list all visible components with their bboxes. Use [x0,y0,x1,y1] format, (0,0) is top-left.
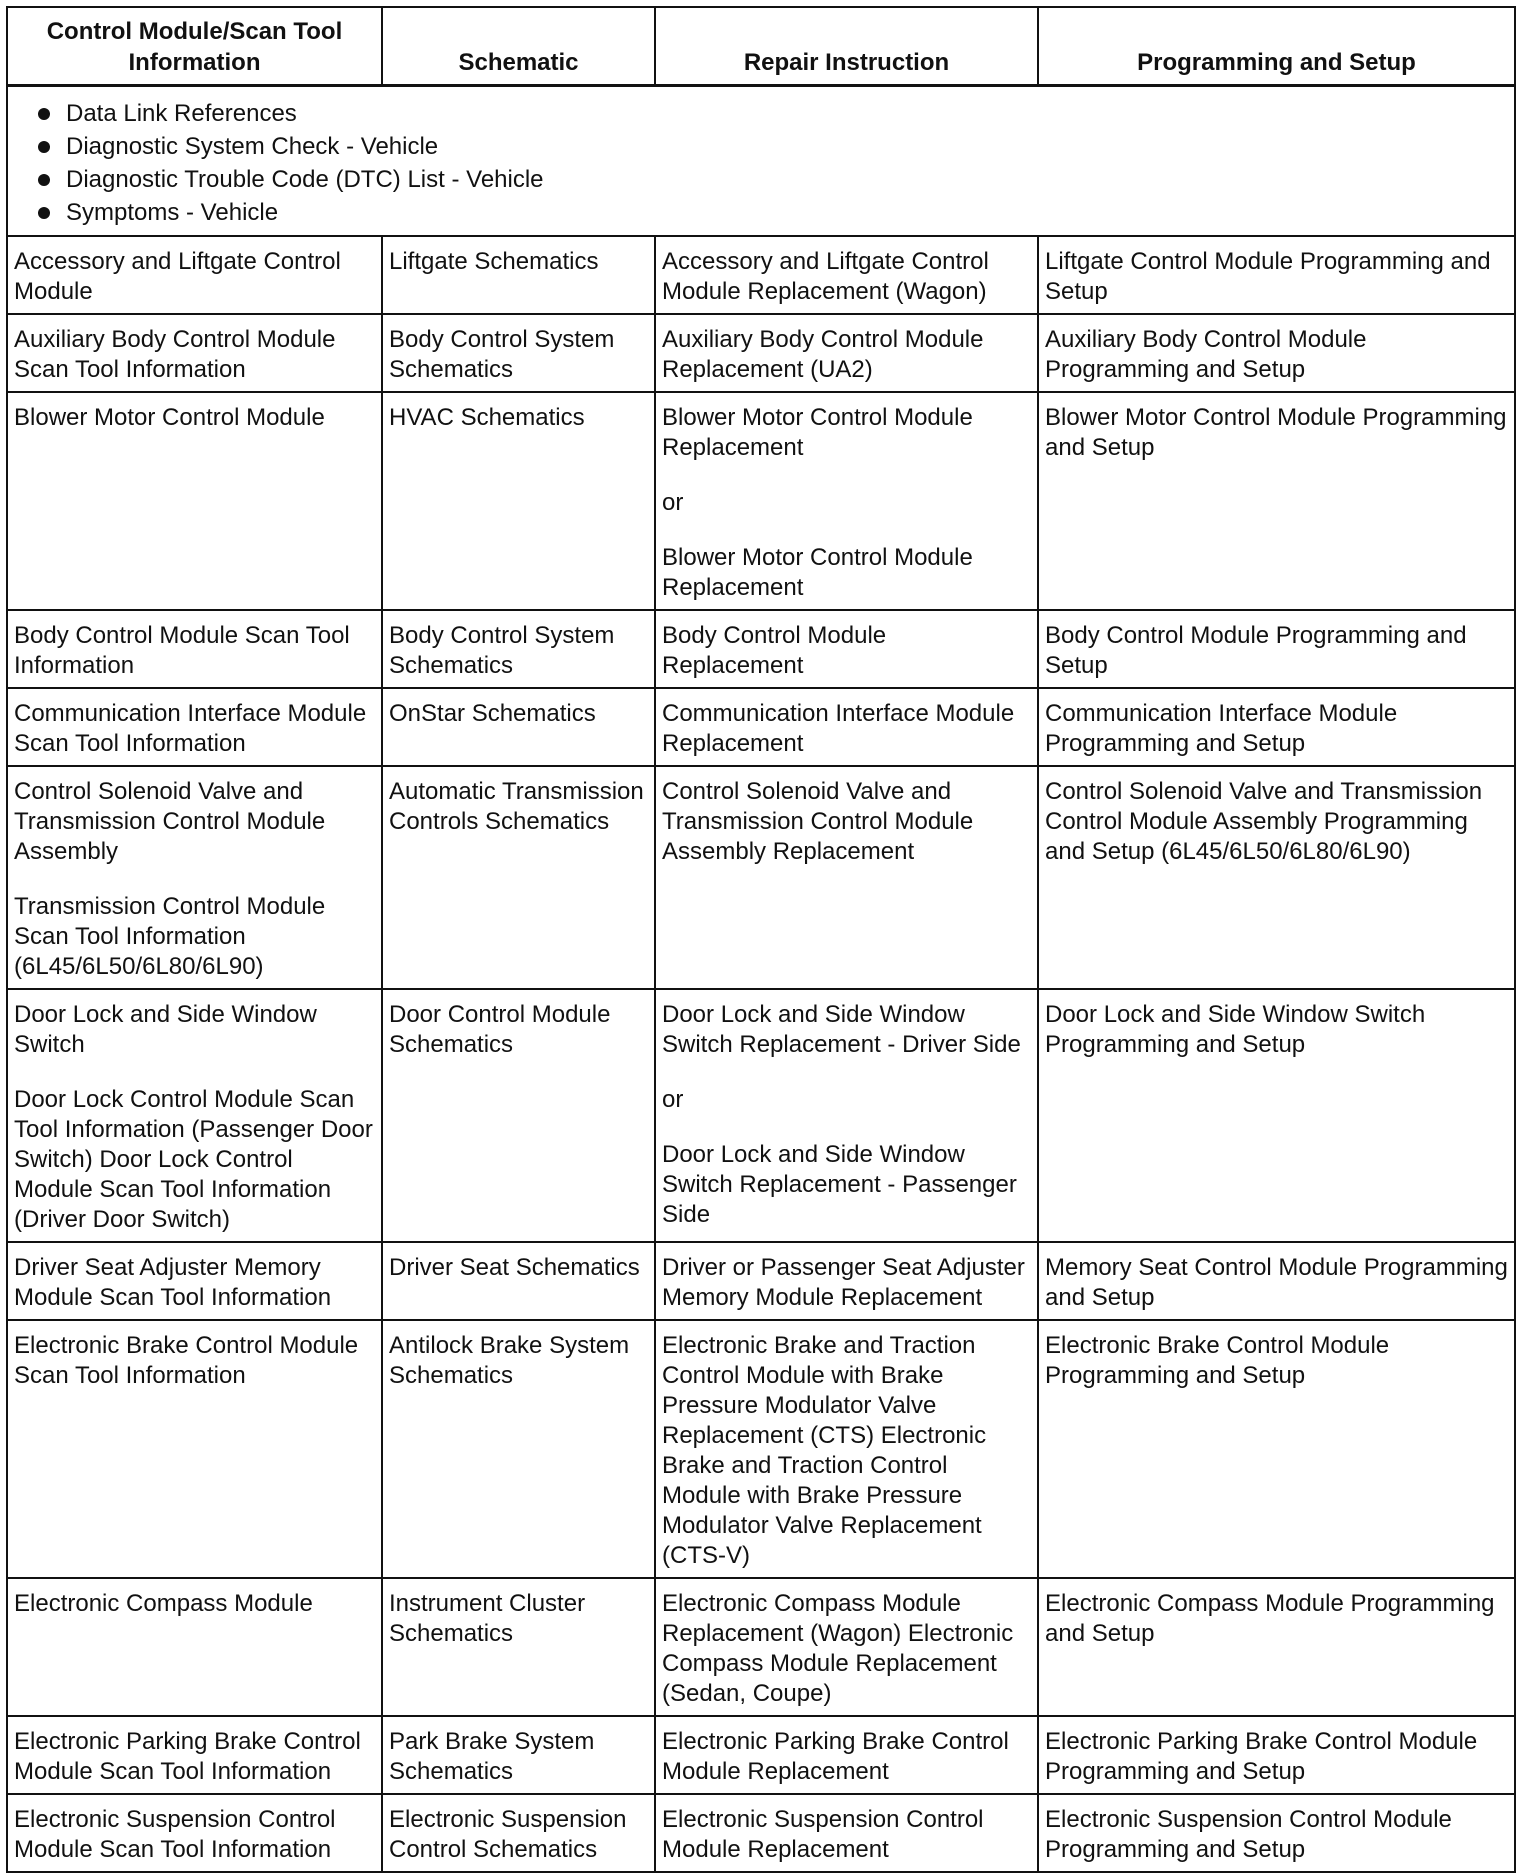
intro-links-cell [7,86,1515,237]
table-row [7,314,1515,392]
module-link[interactable]: Electronic Suspension Control Module Scan Tool Information [14,1806,336,1863]
repair-cell [655,1242,1038,1320]
repair-cell [655,392,1038,610]
schematic-cell [382,688,655,766]
intro-link-diagnostic-system-check[interactable]: Diagnostic System Check - Vehicle [34,130,1508,163]
repair-link[interactable]: Body Control Module Replacement [662,622,887,679]
repair-cell [655,989,1038,1242]
repair-cell [655,766,1038,989]
programming-cell [1038,1716,1515,1794]
module-link[interactable]: Auxiliary Body Control Module Scan Tool Information [14,326,336,383]
module-cell [7,610,382,688]
programming-link[interactable]: Door Lock and Side Window Switch Programming and Setup [1045,1001,1426,1058]
schematic-cell [382,610,655,688]
programming-link[interactable]: Blower Motor Control Module Programming and Setup [1045,404,1507,461]
schematic-link[interactable]: Antilock Brake System Schematics [389,1332,630,1389]
programming-link[interactable]: Auxiliary Body Control Module Programming and Setup [1045,326,1367,383]
repair-link[interactable]: Electronic Suspension Control Module Replacement [662,1806,984,1863]
programming-cell [1038,1794,1515,1872]
paragraph-gap [14,1060,375,1085]
table-row [7,1794,1515,1872]
repair-link[interactable]: Electronic Compass Module Replacement (Wagon) Electronic Compass Module Replacement (Sedan, Coupe) [662,1590,1014,1707]
programming-cell [1038,1242,1515,1320]
schematic-cell [382,1578,655,1716]
repair-cell [655,1716,1038,1794]
programming-cell [1038,1578,1515,1716]
schematic-cell [382,236,655,314]
header-control-module: Control Module/Scan Tool Information [7,7,382,86]
schematic-link[interactable]: OnStar Schematics [389,700,596,727]
table-row [7,1578,1515,1716]
header-repair-instruction: Repair Instruction [655,7,1038,86]
repair-link[interactable]: Blower Motor Control Module Replacement [662,404,973,461]
module-cell [7,1716,382,1794]
programming-link[interactable]: Communication Interface Module Programming and Setup [1045,700,1398,757]
paragraph-gap [662,1060,1031,1085]
programming-cell [1038,392,1515,610]
or-separator: or [662,489,684,516]
table-row [7,236,1515,314]
header-programming-setup: Programming and Setup [1038,7,1515,86]
module-link[interactable]: Body Control Module Scan Tool Information [14,622,350,679]
table-row [7,610,1515,688]
paragraph-gap [662,1115,1031,1140]
intro-link-symptoms[interactable]: Symptoms - Vehicle [34,196,1508,229]
paragraph-gap [14,867,375,892]
module-cell [7,1320,382,1578]
schematic-cell [382,766,655,989]
repair-link[interactable]: Door Lock and Side Window Switch Replacement - Driver Side [662,1001,1021,1058]
programming-cell [1038,236,1515,314]
programming-cell [1038,1320,1515,1578]
module-link[interactable]: Door Lock and Side Window Switch [14,1001,317,1058]
module-cell [7,1578,382,1716]
schematic-cell [382,1716,655,1794]
programming-cell [1038,766,1515,989]
intro-link-dtc-list[interactable]: Diagnostic Trouble Code (DTC) List - Vehicle [34,163,1508,196]
table-row [7,688,1515,766]
schematic-link[interactable]: Door Control Module Schematics [389,1001,611,1058]
or-separator: or [662,1086,684,1113]
module-cell [7,314,382,392]
module-cell [7,766,382,989]
repair-link[interactable]: Communication Interface Module Replacement [662,700,1015,757]
header-schematic: Schematic [382,7,655,86]
schematic-link[interactable]: Electronic Suspension Control Schematics [389,1806,627,1863]
table-header-row [7,7,1515,86]
repair-cell [655,610,1038,688]
table-row [7,1242,1515,1320]
module-link[interactable]: Communication Interface Module Scan Tool Information [14,700,367,757]
module-link[interactable]: Door Lock Control Module Scan Tool Information (Passenger Door Switch) Door Lock Control Module Scan Tool Information (Driver Door Switch) [14,1086,373,1233]
repair-cell [655,236,1038,314]
paragraph-gap [662,518,1031,543]
repair-cell [655,1320,1038,1578]
repair-cell [655,688,1038,766]
intro-link-list [14,97,1508,229]
schematic-link[interactable]: Driver Seat Schematics [389,1254,640,1281]
programming-link[interactable]: Electronic Parking Brake Control Module Programming and Setup [1045,1728,1478,1785]
repair-link[interactable]: Electronic Brake and Traction Control Module with Brake Pressure Modulator Valve Replacement (CTS) Electronic Brake and Traction Control Module with Brake Pressure Modulator Valve Replacement (CTS-V) [662,1332,987,1569]
programming-cell [1038,989,1515,1242]
table-row [7,392,1515,610]
table-row [7,1716,1515,1794]
module-cell [7,688,382,766]
schematic-link[interactable]: HVAC Schematics [389,404,585,431]
schematic-cell [382,1242,655,1320]
schematic-link[interactable]: Automatic Transmission Controls Schematics [389,778,644,835]
schematic-cell [382,314,655,392]
paragraph-gap [662,463,1031,488]
module-cell [7,1794,382,1872]
programming-link[interactable]: Electronic Brake Control Module Programming and Setup [1045,1332,1390,1389]
programming-cell [1038,610,1515,688]
repair-link[interactable]: Electronic Parking Brake Control Module Replacement [662,1728,1009,1785]
table-row [7,989,1515,1242]
programming-link[interactable]: Liftgate Control Module Programming and Setup [1045,248,1491,305]
programming-link[interactable]: Electronic Compass Module Programming and Setup [1045,1590,1495,1647]
repair-link[interactable]: Driver or Passenger Seat Adjuster Memory Module Replacement [662,1254,1025,1311]
programming-cell [1038,314,1515,392]
repair-cell [655,1578,1038,1716]
repair-link[interactable]: Accessory and Liftgate Control Module Replacement (Wagon) [662,248,989,305]
programming-cell [1038,688,1515,766]
schematic-link[interactable]: Body Control System Schematics [389,326,615,383]
intro-link-data-link-references[interactable]: Data Link References [34,97,1508,130]
table-row [7,766,1515,989]
repair-link[interactable]: Blower Motor Control Module Replacement [662,544,973,601]
table-row [7,1320,1515,1578]
schematic-cell [382,392,655,610]
repair-link[interactable]: Auxiliary Body Control Module Replacement (UA2) [662,326,984,383]
module-link[interactable]: Blower Motor Control Module [14,404,325,431]
module-link[interactable]: Electronic Compass Module [14,1590,313,1617]
module-link[interactable]: Control Solenoid Valve and Transmission Control Module Assembly [14,778,326,865]
schematic-link[interactable]: Liftgate Schematics [389,248,599,275]
schematic-link[interactable]: Instrument Cluster Schematics [389,1590,586,1647]
schematic-cell [382,1794,655,1872]
module-cell [7,392,382,610]
control-module-reference-table [6,6,1516,1873]
programming-link[interactable]: Memory Seat Control Module Programming and Setup [1045,1254,1508,1311]
repair-cell [655,314,1038,392]
programming-link[interactable]: Electronic Suspension Control Module Programming and Setup [1045,1806,1452,1863]
module-cell [7,1242,382,1320]
programming-link[interactable]: Control Solenoid Valve and Transmission Control Module Assembly Programming and Setup (6L45/6L50/6L80/6L90) [1045,778,1483,865]
schematic-cell [382,1320,655,1578]
programming-link[interactable]: Body Control Module Programming and Setup [1045,622,1467,679]
schematic-link[interactable]: Body Control System Schematics [389,622,615,679]
repair-link[interactable]: Door Lock and Side Window Switch Replacement - Passenger Side [662,1141,1017,1228]
repair-link[interactable]: Control Solenoid Valve and Transmission Control Module Assembly Replacement [662,778,974,865]
module-cell [7,236,382,314]
module-link[interactable]: Accessory and Liftgate Control Module [14,248,341,305]
schematic-link[interactable]: Park Brake System Schematics [389,1728,595,1785]
schematic-cell [382,989,655,1242]
module-link[interactable]: Driver Seat Adjuster Memory Module Scan Tool Information [14,1254,332,1311]
module-link[interactable]: Electronic Brake Control Module Scan Tool Information [14,1332,359,1389]
module-link[interactable]: Electronic Parking Brake Control Module Scan Tool Information [14,1728,361,1785]
repair-cell [655,1794,1038,1872]
intro-links-row [7,86,1515,237]
module-cell [7,989,382,1242]
module-link[interactable]: Transmission Control Module Scan Tool Information (6L45/6L50/6L80/6L90) [14,893,326,980]
